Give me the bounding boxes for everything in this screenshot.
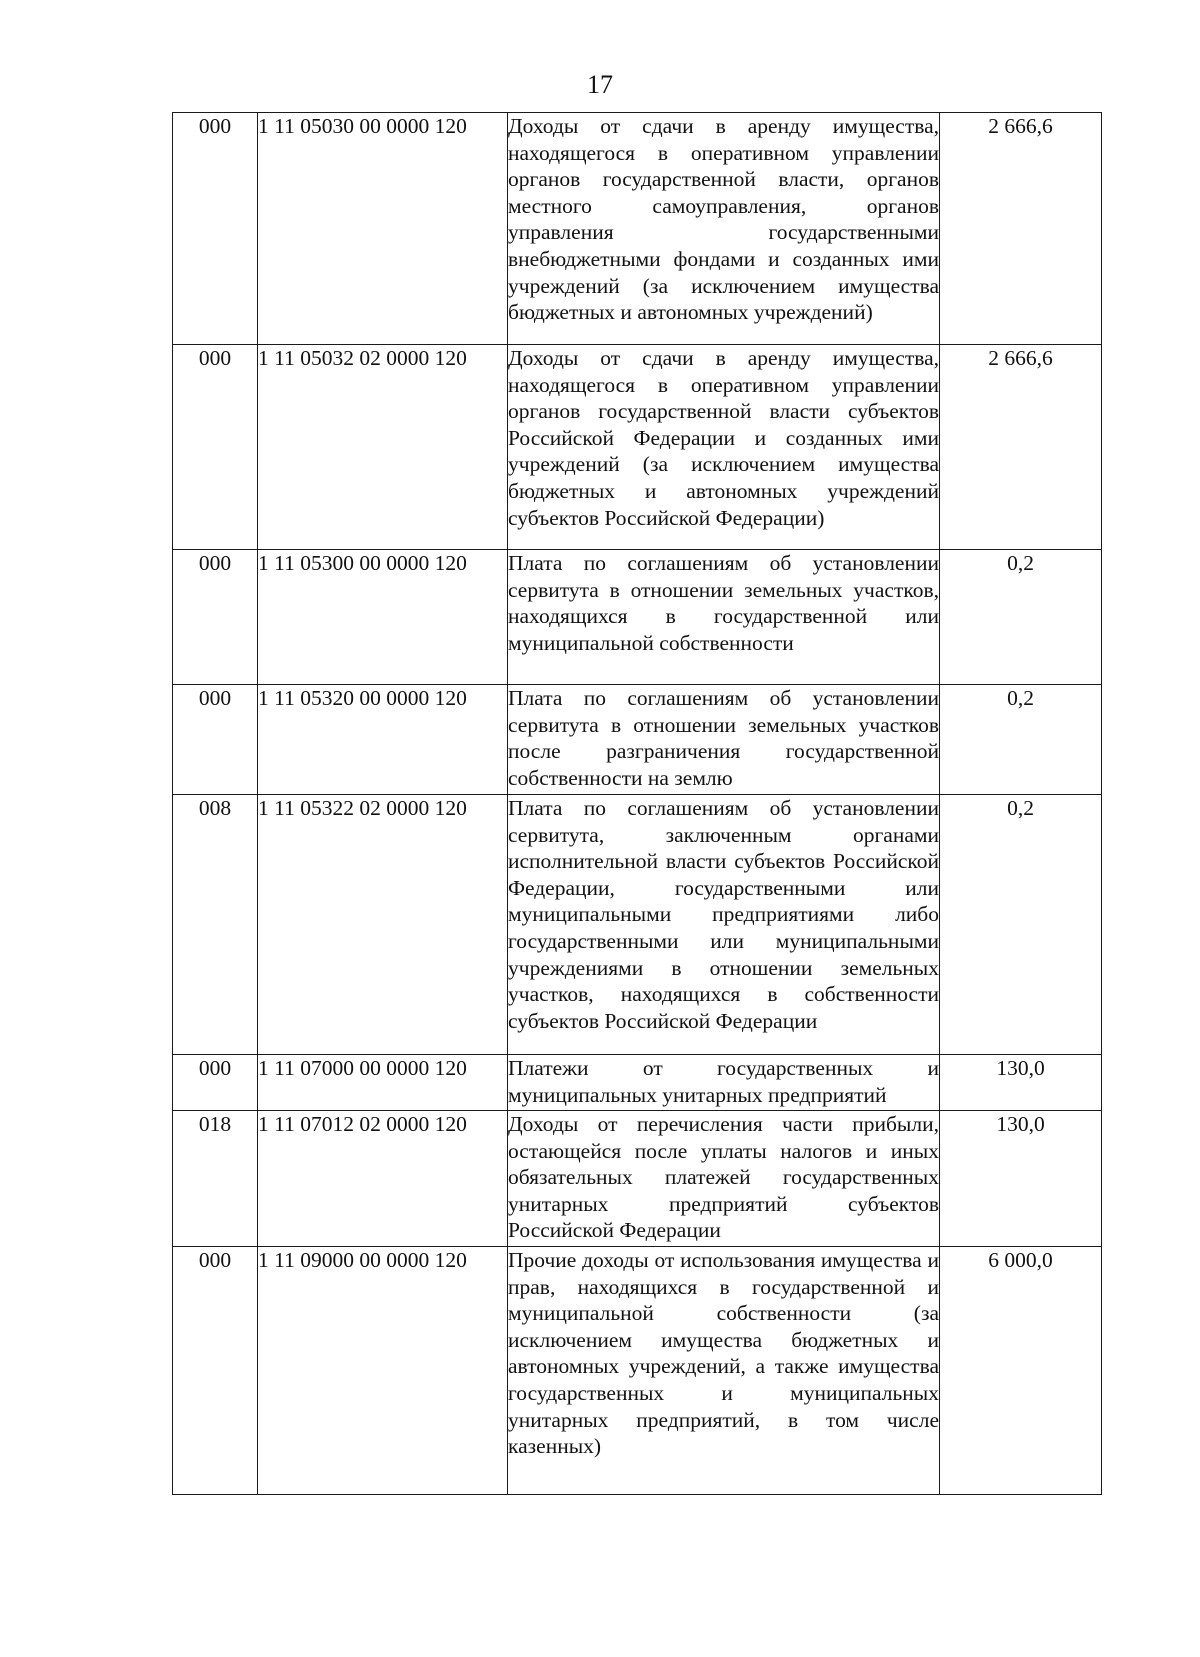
admin-code-cell: 000 <box>173 1247 258 1495</box>
description-cell: Доходы от сдачи в аренду имущества, находящегося в оперативном управлении органов государственной власти, органов местного самоуправления, органов управления государственными внебюджетными фондами и созданных ими учреждений (за исключением имущества бюджетных и автономных учреждений) <box>508 113 940 345</box>
amount-cell: 6 000,0 <box>940 1247 1102 1495</box>
classification-code-cell: 1 11 05032 02 0000 120 <box>258 345 508 550</box>
amount-cell: 2 666,6 <box>940 113 1102 345</box>
table-row <box>173 1055 1102 1111</box>
description-cell: Платежи от государственных и муниципальных унитарных предприятий <box>508 1055 940 1111</box>
table-row <box>173 685 1102 795</box>
table-row <box>173 550 1102 685</box>
revenue-table <box>172 112 1102 1495</box>
description-cell: Плата по соглашениям об установлении сервитута, заключенным органами исполнительной власти субъектов Российской Федерации, государственными или муниципальными предприятиями либо государственными или муниципальными учреждениями в отношении земельных участков, находящихся в собственности субъектов Российской Федерации <box>508 795 940 1055</box>
table-row <box>173 795 1102 1055</box>
admin-code-cell: 000 <box>173 1055 258 1111</box>
classification-code-cell: 1 11 05300 00 0000 120 <box>258 550 508 685</box>
admin-code-cell: 008 <box>173 795 258 1055</box>
amount-cell: 130,0 <box>940 1055 1102 1111</box>
table-row <box>173 1111 1102 1247</box>
description-cell: Плата по соглашениям об установлении сервитута в отношении земельных участков после разграничения государственной собственности на землю <box>508 685 940 795</box>
classification-code-cell: 1 11 07000 00 0000 120 <box>258 1055 508 1111</box>
amount-cell: 0,2 <box>940 685 1102 795</box>
table-row <box>173 345 1102 550</box>
admin-code-cell: 000 <box>173 685 258 795</box>
admin-code-cell: 018 <box>173 1111 258 1247</box>
amount-cell: 130,0 <box>940 1111 1102 1247</box>
classification-code-cell: 1 11 05322 02 0000 120 <box>258 795 508 1055</box>
table-row <box>173 1247 1102 1495</box>
admin-code-cell: 000 <box>173 345 258 550</box>
classification-code-cell: 1 11 07012 02 0000 120 <box>258 1111 508 1247</box>
classification-code-cell: 1 11 09000 00 0000 120 <box>258 1247 508 1495</box>
classification-code-cell: 1 11 05320 00 0000 120 <box>258 685 508 795</box>
amount-cell: 0,2 <box>940 550 1102 685</box>
page-number: 17 <box>587 70 613 99</box>
admin-code-cell: 000 <box>173 550 258 685</box>
description-cell: Доходы от сдачи в аренду имущества, находящегося в оперативном управлении органов государственной власти субъектов Российской Федерации и созданных ими учреждений (за исключением имущества бюджетных и автономных учреждений субъектов Российской Федерации) <box>508 345 940 550</box>
classification-code-cell: 1 11 05030 00 0000 120 <box>258 113 508 345</box>
description-cell: Доходы от перечисления части прибыли, остающейся после уплаты налогов и иных обязательных платежей государственных унитарных предприятий субъектов Российской Федерации <box>508 1111 940 1247</box>
description-cell: Плата по соглашениям об установлении сервитута в отношении земельных участков, находящихся в государственной или муниципальной собственности <box>508 550 940 685</box>
description-cell: Прочие доходы от использования имущества и прав, находящихся в государственной и муниципальной собственности (за исключением имущества бюджетных и автономных учреждений, а также имущества государственных и муниципальных унитарных предприятий, в том числе казенных) <box>508 1247 940 1495</box>
admin-code-cell: 000 <box>173 113 258 345</box>
table-row <box>173 113 1102 345</box>
amount-cell: 2 666,6 <box>940 345 1102 550</box>
amount-cell: 0,2 <box>940 795 1102 1055</box>
